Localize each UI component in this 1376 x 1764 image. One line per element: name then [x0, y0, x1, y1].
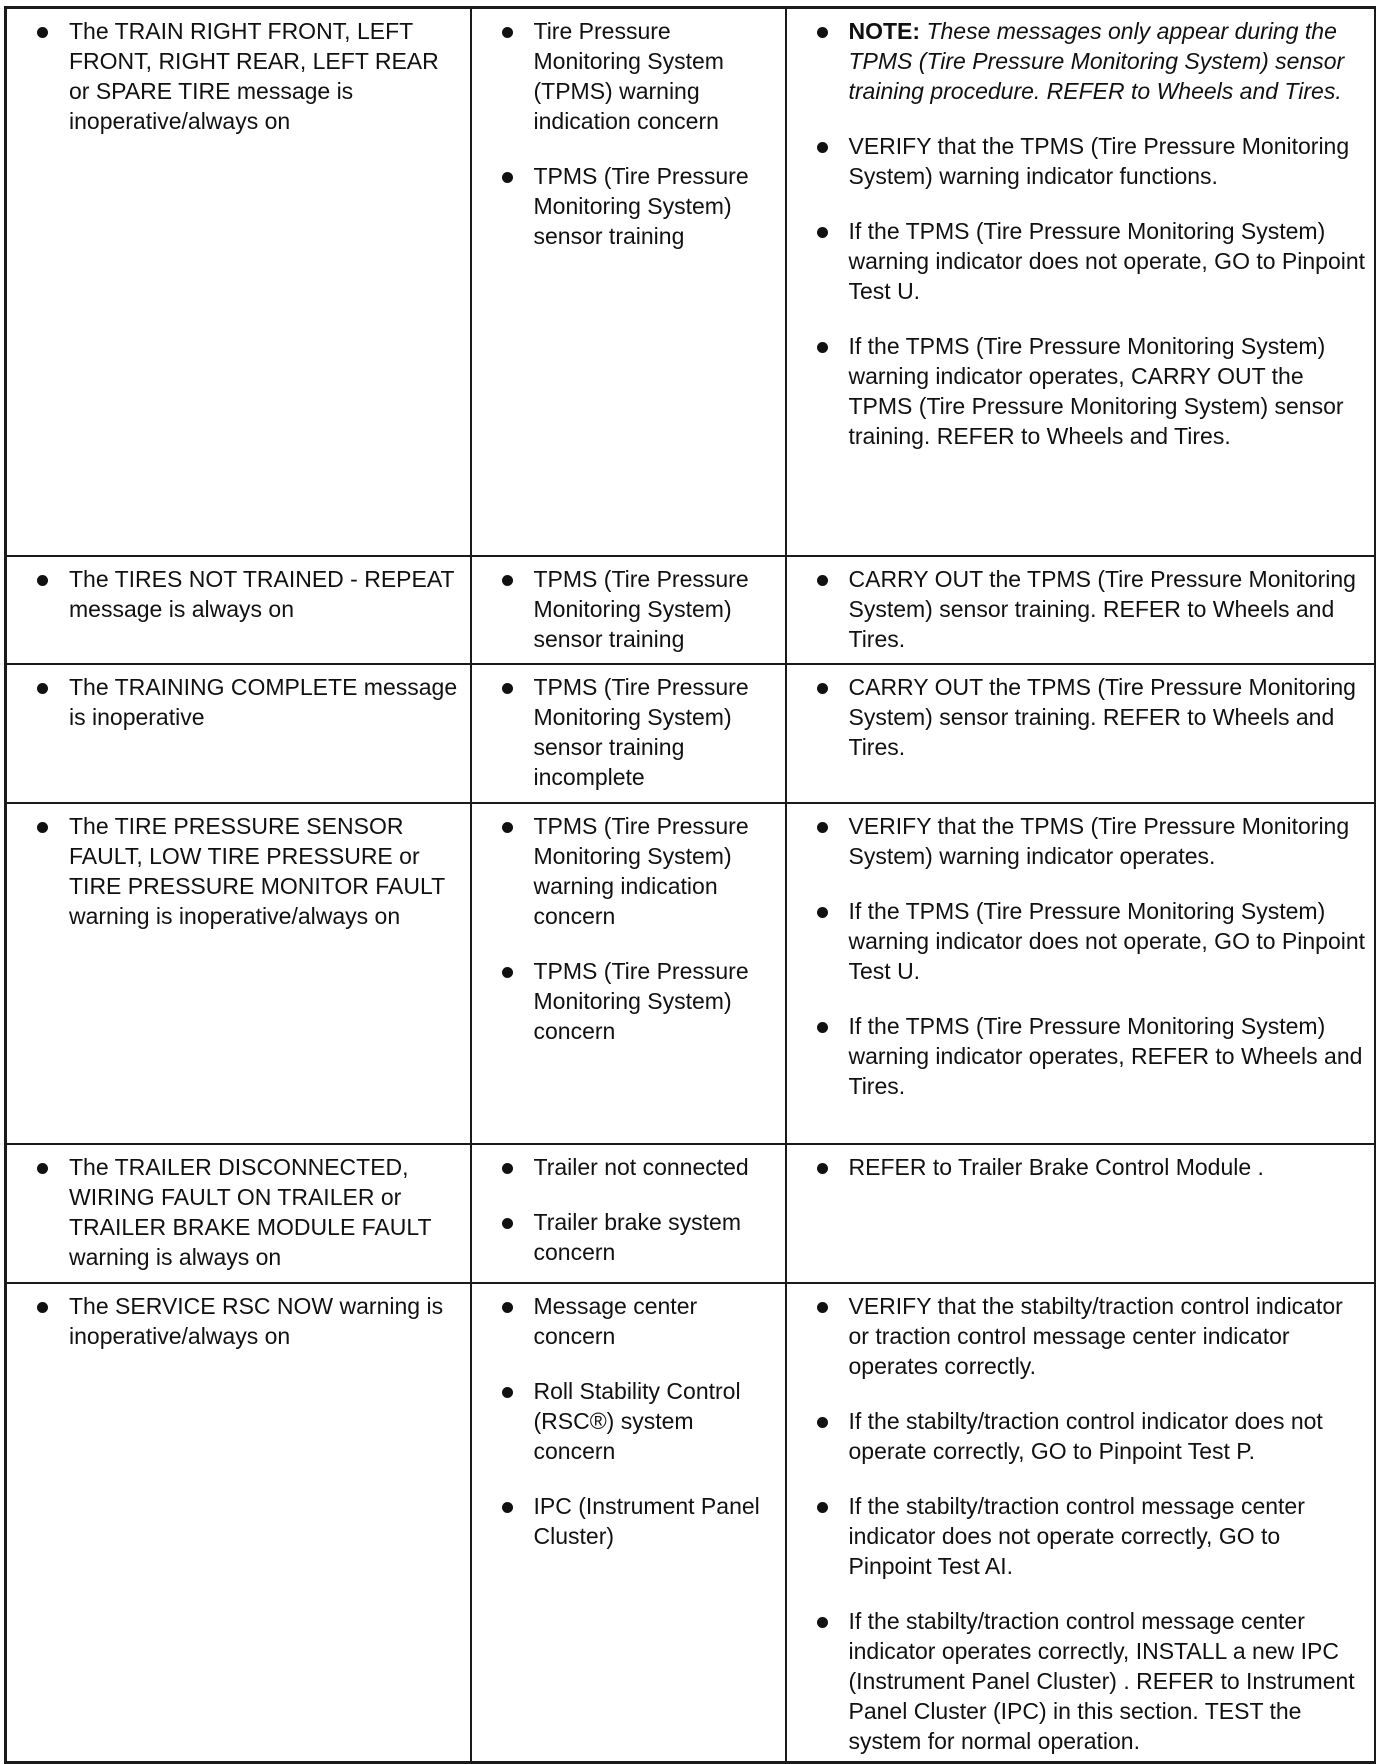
list-item: [795, 1491, 1367, 1581]
action-text: If the stabilty/traction control message center indicator does not operate correctly, GO to Pinpoint Test AI.: [848, 1492, 1305, 1579]
list-item: [795, 216, 1367, 306]
bullet-icon: [502, 172, 513, 183]
list-item: [15, 1291, 462, 1351]
condition-text: The TIRES NOT TRAINED - REPEAT message is always on: [69, 565, 455, 622]
table-row: [6, 8, 1376, 556]
table-row: [6, 803, 1376, 1144]
cause-text: TPMS (Tire Pressure Monitoring System) warning indication concern: [533, 812, 749, 929]
action-cell: [786, 556, 1376, 664]
bullet-icon: [502, 1218, 513, 1229]
action-text: VERIFY that the TPMS (Tire Pressure Monitoring System) warning indicator functions.: [848, 133, 1350, 189]
bullet-icon: [502, 1302, 513, 1313]
condition-cell: [6, 1144, 471, 1283]
list-item: [480, 16, 777, 136]
cause-cell: [471, 8, 786, 556]
cause-text: Message center concern: [533, 1292, 698, 1349]
list-item: [795, 1406, 1367, 1466]
condition-cell: [6, 803, 471, 1144]
cause-text: Trailer brake system concern: [533, 1208, 741, 1265]
action-cell: [786, 803, 1376, 1144]
list-item: [480, 1491, 777, 1551]
action-text: If the stabilty/traction control message center indicator operates correctly, INSTALL a new IPC (Instrument Panel Cluster) . REFER to Instrument Panel Cluster (IPC) in this section. TEST the system for normal operation.: [848, 1607, 1355, 1754]
table-row: [6, 1283, 1376, 1763]
cause-cell: [471, 1144, 786, 1283]
list-item: [795, 1152, 1367, 1182]
list-item: [15, 16, 462, 136]
list-item: [15, 672, 462, 732]
condition-cell: [6, 664, 471, 803]
bullet-icon: [817, 907, 828, 918]
table-row: [6, 664, 1376, 803]
cause-cell: [471, 556, 786, 664]
bullet-icon: [502, 1387, 513, 1398]
condition-text: The TIRE PRESSURE SENSOR FAULT, LOW TIRE PRESSURE or TIRE PRESSURE MONITOR FAULT warning is inoperative/always on: [69, 812, 445, 929]
bullet-icon: [817, 142, 828, 153]
condition-text: The TRAILER DISCONNECTED, WIRING FAULT ON TRAILER or TRAILER BRAKE MODULE FAULT warning is always on: [69, 1153, 432, 1270]
action-text: If the TPMS (Tire Pressure Monitoring System) warning indicator does not operate, GO to Pinpoint Test U.: [848, 897, 1366, 984]
list-item: [795, 1011, 1367, 1101]
action-text: VERIFY that the stabilty/traction control indicator or traction control message center indicator operates correctly.: [848, 1292, 1343, 1379]
bullet-icon: [37, 822, 48, 833]
condition-text: The TRAINING COMPLETE message is inoperative: [69, 673, 458, 730]
list-item: [480, 161, 777, 251]
list-item: [480, 672, 777, 792]
bullet-icon: [817, 27, 828, 38]
list-item: [480, 1376, 777, 1466]
action-cell: [786, 1283, 1376, 1763]
action-text: CARRY OUT the TPMS (Tire Pressure Monitoring System) sensor training. REFER to Wheels and Tires.: [848, 565, 1356, 652]
list-item: [795, 131, 1367, 191]
bullet-icon: [817, 822, 828, 833]
action-text: If the TPMS (Tire Pressure Monitoring System) warning indicator operates, REFER to Wheels and Tires.: [848, 1012, 1363, 1099]
list-item: [480, 811, 777, 931]
action-cell: [786, 8, 1376, 556]
bullet-icon: [817, 575, 828, 586]
cause-cell: [471, 803, 786, 1144]
list-item: [480, 564, 777, 654]
condition-cell: [6, 1283, 471, 1763]
cause-cell: [471, 1283, 786, 1763]
cause-text: TPMS (Tire Pressure Monitoring System) sensor training: [533, 163, 749, 249]
list-item: [480, 1291, 777, 1351]
bullet-icon: [37, 1163, 48, 1174]
table-row: [6, 556, 1376, 664]
bullet-icon: [502, 967, 513, 978]
cause-text: TPMS (Tire Pressure Monitoring System) concern: [533, 957, 749, 1044]
action-text: CARRY OUT the TPMS (Tire Pressure Monitoring System) sensor training. REFER to Wheels and Tires.: [848, 673, 1356, 760]
condition-text: The TRAIN RIGHT FRONT, LEFT FRONT, RIGHT REAR, LEFT REAR or SPARE TIRE message is inoperative/always on: [69, 18, 439, 134]
note-label: NOTE:: [848, 18, 921, 44]
bullet-icon: [37, 575, 48, 586]
bullet-icon: [37, 1302, 48, 1313]
note-item: [795, 16, 1367, 106]
cause-text: TPMS (Tire Pressure Monitoring System) sensor training: [533, 565, 749, 652]
list-item: [795, 331, 1367, 451]
action-cell: [786, 1144, 1376, 1283]
bullet-icon: [502, 1163, 513, 1174]
bullet-icon: [817, 1022, 828, 1033]
bullet-icon: [502, 822, 513, 833]
list-item: [795, 1291, 1367, 1381]
bullet-icon: [817, 1417, 828, 1428]
cause-cell: [471, 664, 786, 803]
bullet-icon: [37, 683, 48, 694]
bullet-icon: [817, 227, 828, 238]
bullet-icon: [37, 27, 48, 38]
list-item: [480, 956, 777, 1046]
cause-text: Roll Stability Control (RSC®) system concern: [533, 1377, 741, 1464]
bullet-icon: [817, 1302, 828, 1313]
cause-text: Trailer not connected: [533, 1153, 749, 1180]
bullet-icon: [502, 27, 513, 38]
list-item: [480, 1207, 777, 1267]
list-item: [795, 1606, 1367, 1756]
list-item: [15, 811, 462, 931]
list-item: [795, 564, 1367, 654]
action-text: If the TPMS (Tire Pressure Monitoring System) warning indicator does not operate, GO to Pinpoint Test U.: [848, 218, 1366, 304]
cause-text: TPMS (Tire Pressure Monitoring System) sensor training incomplete: [533, 673, 749, 790]
table-row: [6, 1144, 1376, 1283]
list-item: [15, 564, 462, 624]
list-item: [15, 1152, 462, 1272]
diagnostic-table: [4, 6, 1376, 1764]
list-item: [795, 896, 1367, 986]
cause-text: Tire Pressure Monitoring System (TPMS) warning indication concern: [533, 18, 724, 134]
bullet-icon: [817, 1617, 828, 1628]
bullet-icon: [502, 575, 513, 586]
condition-text: The SERVICE RSC NOW warning is inoperative/always on: [69, 1292, 444, 1349]
bullet-icon: [817, 1163, 828, 1174]
list-item: [795, 811, 1367, 871]
bullet-icon: [502, 1502, 513, 1513]
list-item: [480, 1152, 777, 1182]
action-text: If the TPMS (Tire Pressure Monitoring System) warning indicator operates, CARRY OUT the TPMS (Tire Pressure Monitoring System) sensor training. REFER to Wheels and Tires.: [848, 333, 1344, 449]
note-text: These messages only appear during the TPMS (Tire Pressure Monitoring System) sensor training procedure. REFER to Wheels and Tires.: [848, 18, 1345, 104]
bullet-icon: [817, 1502, 828, 1513]
action-cell: [786, 664, 1376, 803]
condition-cell: [6, 556, 471, 664]
action-text: REFER to Trailer Brake Control Module .: [848, 1153, 1264, 1180]
bullet-icon: [817, 342, 828, 353]
action-text: VERIFY that the TPMS (Tire Pressure Monitoring System) warning indicator operates.: [848, 812, 1350, 869]
condition-cell: [6, 8, 471, 556]
cause-text: IPC (Instrument Panel Cluster): [533, 1492, 760, 1549]
bullet-icon: [817, 683, 828, 694]
list-item: [795, 672, 1367, 762]
bullet-icon: [502, 683, 513, 694]
action-text: If the stabilty/traction control indicator does not operate correctly, GO to Pinpoint Test P.: [848, 1407, 1323, 1464]
